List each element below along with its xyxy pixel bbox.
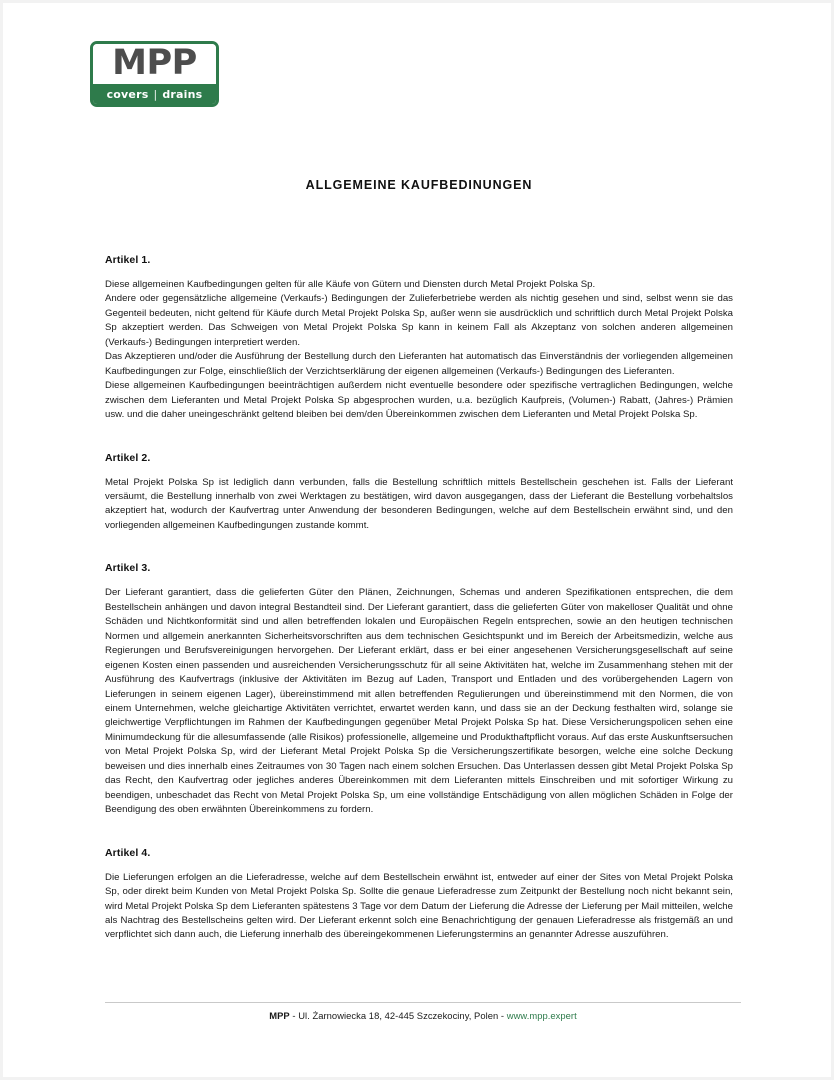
article-3-heading: Artikel 3.: [105, 562, 151, 575]
article-2-heading: Artikel 2.: [105, 451, 151, 464]
article-3: [105, 562, 733, 817]
article-1-paragraph-4: Diese allgemeinen Kaufbedingungen beeinträchtigen außerdem nicht eventuelle besondere oder spezifische vertraglichen Bedingungen, welche zwischen dem Lieferanten und Metal Projekt Polska Sp abgesprochen wurden, u.a. bezüglich Kaufpreis, (Volumen-) Rabatt, (Jahres-) Prämien usw. und die daher uneingeschränkt geltend bleiben bei dem/den Übereinkommen zwischen dem Lieferanten und Metal Projekt Polska Sp.: [105, 380, 733, 421]
footer-separator-1: -: [289, 1010, 299, 1021]
document-body: [105, 170, 733, 943]
article-1-paragraph-3: Das Akzeptieren und/oder die Ausführung der Bestellung durch den Lieferanten hat automatisch das Einverständnis der vorliegenden allgemeinen Kaufbedingungen zur Folge, einschließlich der Verzichtserklärung der eigenen allgemeinen (Verkaufs-) Bedingungen des Lieferanten.: [105, 351, 733, 377]
article-4-paragraph-1: Die Lieferungen erfolgen an die Lieferadresse, welche auf dem Bestellschein erwähnt ist, entweder auf einer der Sites von Metal Projekt Polska Sp, oder direkt beim Kunden von Metal Projekt Polska Sp. Sollte die genaue Lieferadresse zum Zeitpunkt der Bestellung noch nicht bekannt sein, wird Metal Projekt Polska Sp dem Lieferanten spätestens 3 Tage vor dem Datum der Lieferung die Adresse der Lieferung per Mail mitteilen, welche als Nachtrag des Bestellscheins gelten wird. Der Lieferant erkennt solch eine Benachrichtigung der genauen Lieferadresse als fristgemäß an und verpflichtet sich dann auch, die Lieferung innerhalb des übereingekommenen Lieferungstermins an genannter Adresse auszuführen.: [105, 871, 733, 941]
logo-tagline-covers: covers: [106, 87, 149, 101]
article-4: [105, 847, 733, 943]
logo-tagline-separator: |: [153, 87, 158, 101]
article-2-body: [105, 476, 733, 534]
article-4-heading: Artikel 4.: [105, 846, 151, 859]
footer-website-link[interactable]: www.mpp.expert: [506, 1010, 577, 1021]
article-2-paragraph-1: Metal Projekt Polska Sp ist lediglich dann verbunden, falls die Bestellung schriftlich mittels Bestellschein geschehen ist. Falls der Lieferant versäumt, die Bestellung innerhalb von zwei Werktagen zu bestätigen, wird davon ausgegangen, dass der Lieferant die Bestellung vorbehaltslos akzeptiert hat, wodurch der Kaufvertrag unter Anwendung der besonderen Bedingungen, welche auf dem Bestellschein erwähnt sind, und den vorliegenden allgemeinen Kaufbedingungen zustande kommt.: [105, 476, 733, 531]
article-1-heading: Artikel 1.: [105, 254, 151, 266]
page-edge-left: [0, 0, 3, 1080]
article-1: [105, 254, 733, 423]
article-1-paragraph-2: Andere oder gegensätzliche allgemeine (Verkaufs-) Bedingungen der Zulieferbetriebe werden als nichtig gesehen und sind, selbst wenn sie das Gegenteil bedeuten, nicht geltend für Käufe durch Metal Projekt Polska Sp, außer wenn sie ausdrücklich und schriftlich durch Metal Projekt Polska Sp akzeptiert werden. Das Schweigen von Metal Projekt Polska Sp kann in keinem Fall als Akzeptanz von solchen anderen allgemeinen (Verkaufs-) Bedingungen interpretiert werden.: [105, 293, 733, 348]
page-edge-top: [0, 0, 834, 3]
footer-address: Ul. Żarnowiecka 18, 42-445 Szczekociny, Polen: [298, 1010, 499, 1021]
footer-separator-2: -: [498, 1010, 507, 1021]
article-3-body: [105, 586, 733, 817]
footer-divider: [105, 1002, 741, 1003]
logo-tagline-bar: [93, 84, 216, 104]
company-logo: [90, 41, 219, 107]
article-1-body: [105, 278, 733, 423]
article-1-paragraph-1: Diese allgemeinen Kaufbedingungen gelten für alle Käufe von Gütern und Diensten durch Metal Projekt Polska Sp.: [105, 279, 596, 290]
logo-tagline-drains: drains: [162, 87, 203, 101]
footer-company: MPP: [269, 1010, 290, 1021]
logo-wordmark-area: [93, 44, 216, 84]
article-3-paragraph-1: Der Lieferant garantiert, dass die gelieferten Güter den Plänen, Zeichnungen, Schemas und anderen Spezifikationen entsprechen, die dem Bestellschein anhängen und davon integral Bestandteil sind. Der Lieferant garantiert, dass die gelieferten Güter von makelloser Qualität und ohne Schäden und Nichtkonformität sind und allen betreffenden lokalen und Europäischen Regeln entsprechen, sowie an den heutigen technischen Normen und allgemein anerkannten Sicherheitsvorschriften aus dem technischen Gesichtspunkt und im Bereich der Arbeitsmedizin, welche aus Regierungen und Berufsvereinigungen hervorgehen. Der Lieferant erklärt, dass er bei einer angesehenen Versicherungsgesellschaft auf seine eigenen Kosten einen passenden und ausreichenden Versicherungsschutz für all seine Aktivitäten hat, welche im Zusammenhang stehen mit der Ausführung des Kaufvertrags (inklusive der Aktivitäten im Bezug auf Laden, Transport und Entladen und des vorübergehenden Lagern von Lieferungen in seinem eigenen Lager), übereinstimmend mit allen betreffenden Regulierungen und übereinstimmend mit den Normen, die von einem Unternehmen, welche gleichartige Aktivitäten verrichtet, erwartet werden kann, und dass sie an der Deckung festhalten wird, solange sie gleichwertige Verpflichtungen im Rahmen der Kaufbedingungen gegenüber Metal Projekt Polska Sp hat. Diese Versicherungspolicen sehen eine Minimumdeckung für die allesumfassende (alle Risikos) professionelle, allgemeine und Produkthaftpflicht voraus. Auf das erste Auskunftsersuchen von Metal Projekt Polska Sp, wird der Lieferant Metal Projekt Polska Sp die Versicherungszertifikate besorgen, welche eine solche Deckung beweisen und dies innerhalb eines Zeitraumes von 30 Tagen nach einem solchen Ersuchen. Das Unterlassen dessen gibt Metal Projekt Polska Sp das Recht, den Kaufvertrag oder jegliches anderes Übereinkommen mit dem Lieferanten mittels Einschreiben und mit sofortiger Wirkung zu beendigen, unbeschadet das Recht von Metal Projekt Polska Sp, um eine vollständige Entschädigung von allen möglichen Schäden in Folge der Beendigung des oben erwähnten Übereinkommens zu fordern.: [105, 587, 733, 816]
footer: [105, 1010, 741, 1021]
article-4-body: [105, 871, 733, 943]
logo-wordmark: MPP: [112, 42, 197, 83]
page-title: ALLGEMEINE KAUFBEDINUNGEN: [305, 178, 533, 192]
article-2: [105, 452, 733, 534]
